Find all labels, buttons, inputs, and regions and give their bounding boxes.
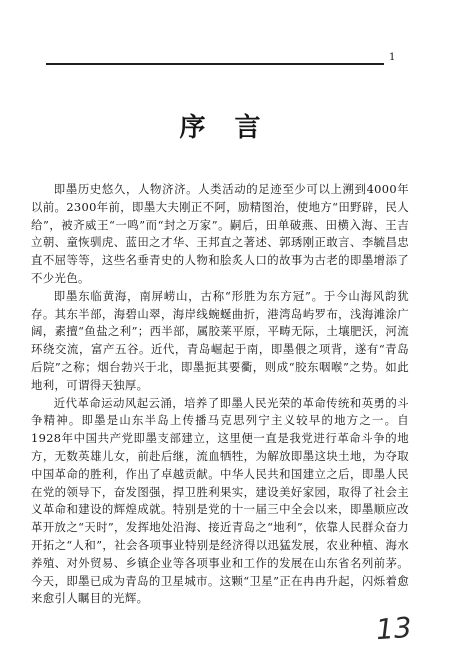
- paragraph-2: 即墨东临黄海，南屏崂山，古称“形胜为东方冠”。于今山海风韵犹存。其东半部，海碧山翠，海岸线蜿蜒曲折，港湾岛屿罗布，浅海滩涂广阔，素擅“鱼盐之利”；西半部，属胶莱平原，平畴无际，土壤肥沃，河流环绕交流，富产五谷。近代，青岛崛起于南，即墨偎之项背，遂有“青岛后院”之称；烟台勃兴于北，即墨扼其要衢，则成“胶东咽喉”之势。如此地利，可谓得天独厚。: [31, 288, 409, 392]
- paragraph-3: 近代革命运动风起云涌，培养了即墨人民光荣的革命传统和英勇的斗争精神。即墨是山东半岛上传播马克思列宁主义较早的地方之一。自1928年中国共产党即墨支部建立，这里便一直是我党进行革命斗争的地方，无数英雄儿女，前赴后继，流血牺牲，为解放即墨这块土地，为夺取中国革命的胜利，作出了卓越贡献。中华人民共和国建立之后，即墨人民在党的领导下，奋发图强，捍卫胜利果实，建设美好家园，取得了社会主义革命和建设的辉煌成就。特别是党的十一届三中全会以来，即墨顺应改革开放之“天时”，发挥地处沿海、接近青岛之“地利”，依靠人民群众奋力开拓之“人和”，社会各项事业特别是经济得以迅猛发展，农业种植、海水养殖、对外贸易、乡镇企业等各项事业和工作的发展在山东省名列前茅。今天，即墨已成为青岛的卫星城市。这颗“卫星”正在冉冉升起，闪烁着愈来愈引人瞩目的光辉。: [31, 395, 409, 606]
- page-number: 1: [389, 52, 396, 63]
- body-text: [31, 181, 409, 608]
- paragraph-1: 即墨历史悠久，人物济济。人类活动的足迹至少可以上溯到4000年以前。2300年前，即墨大夫刚正不阿，励精图治，使地方“田野辟，民人给”，被齐威王“一鸣”而“封之万家”。嗣后，田单破燕、田横入海、王吉立朝、童恢驯虎、蓝田之才华、王邦直之著述、郭琇刚正敢言、李毓昌忠直不屈等等，这些名垂青史的人物和脍炙人口的故事为古老的即墨增添了不少光色。: [31, 182, 409, 285]
- header-rule: [46, 63, 384, 65]
- page-title: 序 言: [179, 113, 271, 143]
- handwritten-page-mark: 13: [374, 610, 413, 647]
